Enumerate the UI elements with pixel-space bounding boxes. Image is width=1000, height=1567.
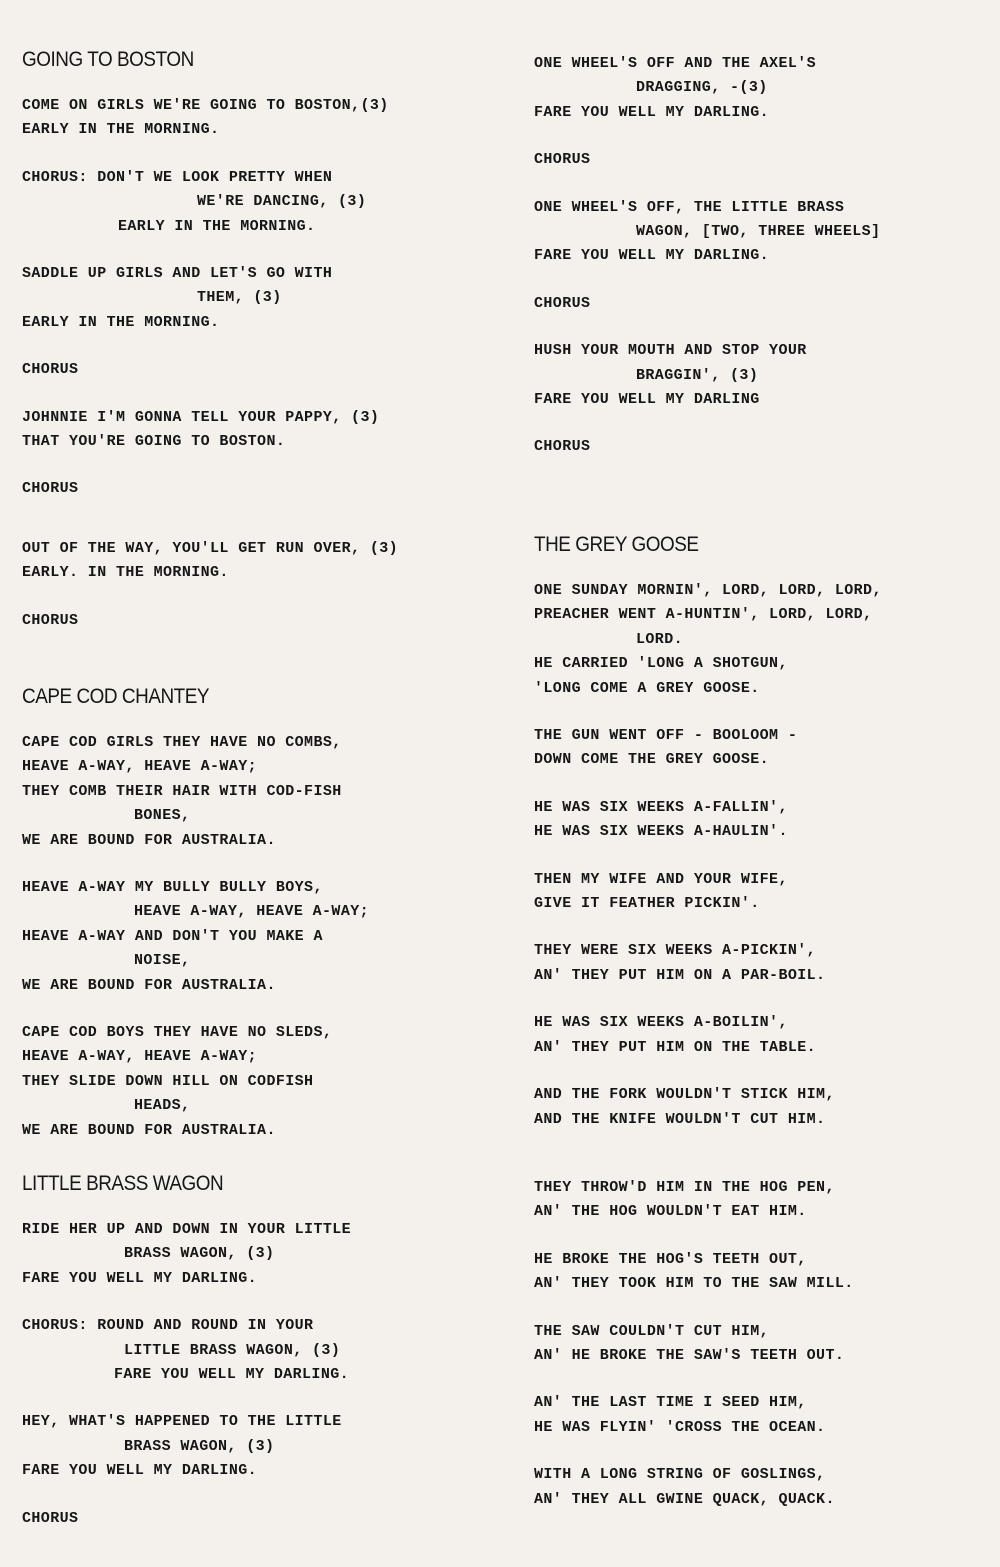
- song-going-to-boston: [22, 48, 512, 656]
- verse: [534, 939, 974, 988]
- lyric-line: GIVE IT FEATHER PICKIN'.: [534, 895, 760, 913]
- lyric-line: WE ARE BOUND FOR AUSTRALIA.: [22, 976, 276, 994]
- verse: [534, 1176, 974, 1225]
- lyric-line: HUSH YOUR MOUTH AND STOP YOUR: [534, 342, 807, 360]
- lyric-line: AN' THEY PUT HIM ON A PAR-BOIL.: [534, 966, 826, 984]
- song-little-brass-wagon-continued: [534, 52, 974, 483]
- verse: [534, 1320, 974, 1369]
- lyric-line: HEAVE A-WAY AND DON'T YOU MAKE A: [22, 927, 323, 945]
- lyric-line: HEAVE A-WAY, HEAVE A-WAY;: [22, 1048, 258, 1066]
- lyric-line: AN' HE BROKE THE SAW'S TEETH OUT.: [534, 1346, 845, 1364]
- lyric-line: WITH A LONG STRING OF GOSLINGS,: [534, 1466, 826, 1484]
- lyric-line: DRAGGING, -(3): [636, 79, 768, 97]
- lyric-line: HEADS,: [134, 1097, 191, 1115]
- lyric-line: HE WAS SIX WEEKS A-FALLIN',: [534, 798, 788, 816]
- lyric-line: FARE YOU WELL MY DARLING.: [22, 1462, 258, 1480]
- lyric-line: ONE WHEEL'S OFF AND THE AXEL'S: [534, 55, 817, 72]
- lyric-line: HE WAS SIX WEEKS A-HAULIN'.: [534, 823, 788, 841]
- chorus-marker: [22, 609, 512, 633]
- lyric-line: THEM, (3): [197, 289, 282, 307]
- lyric-line: HEY, WHAT'S HAPPENED TO THE LITTLE: [22, 1413, 342, 1431]
- song-the-grey-goose: [534, 533, 974, 1535]
- lyric-line: CHORUS: [534, 438, 591, 456]
- lyric-line: THE SAW COULDN'T CUT HIM,: [534, 1322, 770, 1340]
- lyric-line: CAPE COD GIRLS THEY HAVE NO COMBS,: [22, 734, 342, 751]
- right-column: [534, 0, 974, 1567]
- lyric-line: HEAVE A-WAY, HEAVE A-WAY;: [134, 903, 370, 921]
- verse: [534, 1248, 974, 1297]
- lyric-line: EARLY IN THE MORNING.: [22, 121, 220, 139]
- chorus-verse: [22, 1314, 512, 1387]
- lyric-line: RIDE HER UP AND DOWN IN YOUR LITTLE: [22, 1221, 352, 1238]
- lyric-line: 'LONG COME A GREY GOOSE.: [534, 679, 760, 697]
- verse: [534, 796, 974, 845]
- lyric-line: COME ON GIRLS WE'RE GOING TO BOSTON,(3): [22, 97, 389, 114]
- lyric-line: CAPE COD BOYS THEY HAVE NO SLEDS,: [22, 1024, 333, 1042]
- lyric-line: HE BROKE THE HOG'S TEETH OUT,: [534, 1250, 807, 1268]
- song-cape-cod-chantey: [22, 685, 512, 1166]
- song-title: LITTLE BRASS WAGON: [22, 1172, 224, 1195]
- lyric-line: FARE YOU WELL MY DARLING.: [534, 103, 770, 121]
- song-title: GOING TO BOSTON: [22, 48, 194, 71]
- chorus-marker: [22, 358, 512, 382]
- lyric-line: AN' THEY ALL GWINE QUACK, QUACK.: [534, 1490, 835, 1508]
- lyric-line: WE ARE BOUND FOR AUSTRALIA.: [22, 1121, 276, 1139]
- lyric-line: CHORUS: [22, 611, 79, 629]
- lyric-line: AN' THEY TOOK HIM TO THE SAW MILL.: [534, 1275, 854, 1293]
- verse: [534, 52, 974, 125]
- verse: [534, 1391, 974, 1440]
- verse: [534, 1083, 974, 1132]
- lyric-line: HEAVE A-WAY, HEAVE A-WAY;: [22, 758, 258, 776]
- verse: [534, 579, 974, 701]
- lyric-line: ONE SUNDAY MORNIN', LORD, LORD, LORD,: [534, 582, 882, 599]
- lyric-line: SADDLE UP GIRLS AND LET'S GO WITH: [22, 265, 333, 283]
- lyric-line: THEY WERE SIX WEEKS A-PICKIN',: [534, 942, 817, 960]
- lyric-line: THEY COMB THEIR HAIR WITH COD-FISH: [22, 782, 342, 800]
- lyric-line: FARE YOU WELL MY DARLING.: [114, 1366, 350, 1384]
- verse: [22, 876, 512, 998]
- lyric-line: FARE YOU WELL MY DARLING: [534, 391, 760, 409]
- lyric-line: LITTLE BRASS WAGON, (3): [124, 1341, 341, 1359]
- lyric-line: HE WAS FLYIN' 'CROSS THE OCEAN.: [534, 1418, 826, 1436]
- verse: [534, 339, 974, 412]
- lyric-line: CHORUS: [22, 480, 79, 498]
- lyric-line: BRASS WAGON, (3): [124, 1437, 275, 1455]
- lyric-line: AND THE FORK WOULDN'T STICK HIM,: [534, 1086, 835, 1104]
- verse: [22, 731, 512, 853]
- verse: [22, 1410, 512, 1483]
- song-little-brass-wagon: [22, 1172, 512, 1554]
- lyric-line: NOISE,: [134, 952, 191, 970]
- chorus-marker: [22, 477, 512, 501]
- verse: [534, 724, 974, 773]
- lyric-line: LORD.: [636, 630, 684, 648]
- chorus-marker: [22, 1507, 512, 1531]
- lyric-line: EARLY IN THE MORNING.: [118, 217, 316, 235]
- lyric-line: BRAGGIN', (3): [636, 366, 759, 384]
- song-title: THE GREY GOOSE: [534, 533, 699, 556]
- lyric-line: THEY THROW'D HIM IN THE HOG PEN,: [534, 1178, 835, 1196]
- verse: [22, 537, 512, 586]
- lyric-line: HE WAS SIX WEEKS A-BOILIN',: [534, 1014, 788, 1032]
- lyric-line: THEY SLIDE DOWN HILL ON CODFISH: [22, 1072, 314, 1090]
- lyric-line: HE CARRIED 'LONG A SHOTGUN,: [534, 655, 788, 673]
- left-column: [22, 0, 512, 1567]
- song-title: CAPE COD CHANTEY: [22, 685, 210, 708]
- lyric-line: AND THE KNIFE WOULDN'T CUT HIM.: [534, 1110, 826, 1128]
- lyric-line: AN' THEY PUT HIM ON THE TABLE.: [534, 1038, 817, 1056]
- lyric-line: PREACHER WENT A-HUNTIN', LORD, LORD,: [534, 606, 873, 624]
- verse: [22, 1218, 512, 1291]
- verse: [534, 196, 974, 269]
- lyric-line: THEN MY WIFE AND YOUR WIFE,: [534, 870, 788, 888]
- verse: [22, 94, 512, 143]
- lyric-line: CHORUS: [22, 1509, 79, 1527]
- lyric-line: FARE YOU WELL MY DARLING.: [534, 247, 770, 265]
- lyric-line: CHORUS: [534, 294, 591, 312]
- lyric-line: DOWN COME THE GREY GOOSE.: [534, 751, 770, 769]
- lyric-line: JOHNNIE I'M GONNA TELL YOUR PAPPY, (3): [22, 408, 380, 426]
- lyric-line: EARLY IN THE MORNING.: [22, 313, 220, 331]
- lyric-line: WE'RE DANCING, (3): [197, 193, 367, 211]
- lyric-line: FARE YOU WELL MY DARLING.: [22, 1269, 258, 1287]
- lyric-line: WAGON, [TWO, THREE WHEELS]: [636, 223, 881, 241]
- lyric-line: CHORUS: [22, 361, 79, 379]
- chorus-marker: [534, 148, 974, 172]
- lyric-line: CHORUS: ROUND AND ROUND IN YOUR: [22, 1317, 314, 1335]
- lyric-line: CHORUS: [534, 151, 591, 169]
- lyric-line: EARLY. IN THE MORNING.: [22, 564, 229, 582]
- chorus-marker: [534, 435, 974, 459]
- lyric-line: BONES,: [134, 807, 191, 825]
- lyric-line: ONE WHEEL'S OFF, THE LITTLE BRASS: [534, 198, 845, 216]
- lyric-line: AN' THE LAST TIME I SEED HIM,: [534, 1394, 807, 1412]
- verse: [22, 406, 512, 455]
- lyric-line: THE GUN WENT OFF - BOOLOOM -: [534, 727, 798, 745]
- verse: [534, 1011, 974, 1060]
- chorus-verse: [22, 166, 512, 239]
- verse: [534, 1463, 974, 1512]
- verse: [22, 1021, 512, 1143]
- lyric-line: HEAVE A-WAY MY BULLY BULLY BOYS,: [22, 879, 323, 897]
- lyric-line: AN' THE HOG WOULDN'T EAT HIM.: [534, 1203, 807, 1221]
- lyric-line: BRASS WAGON, (3): [124, 1245, 275, 1263]
- lyric-line: WE ARE BOUND FOR AUSTRALIA.: [22, 831, 276, 849]
- lyric-line: THAT YOU'RE GOING TO BOSTON.: [22, 433, 286, 451]
- verse: [534, 868, 974, 917]
- chorus-marker: [534, 292, 974, 316]
- verse: [22, 262, 512, 335]
- lyric-line: CHORUS: DON'T WE LOOK PRETTY WHEN: [22, 168, 333, 186]
- lyric-line: OUT OF THE WAY, YOU'LL GET RUN OVER, (3): [22, 539, 399, 557]
